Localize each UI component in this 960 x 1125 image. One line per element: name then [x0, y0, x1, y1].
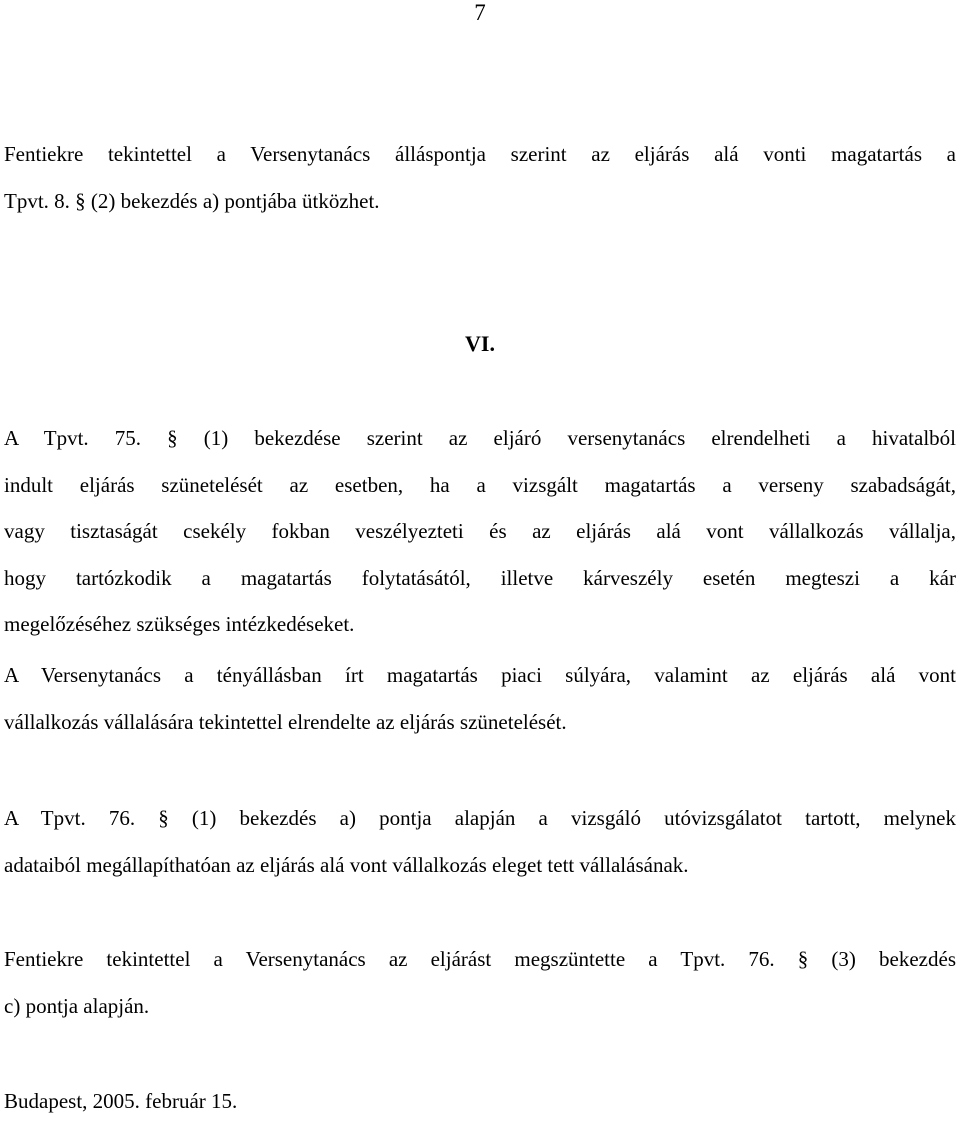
paragraph-line: Fentiekre tekintettel a Versenytanács álláspontja szerint az eljárás alá vonti magatartás a — [4, 142, 956, 166]
paragraph-termination — [4, 936, 956, 1029]
paragraph-line: hogy tartózkodik a magatartás folytatásától, illetve kárveszély esetén megteszi a kár — [4, 565, 956, 590]
paragraph-line: A Tpvt. 75. § (1) bekezdése szerint az eljáró versenytanács elrendelheti a hivatalból — [4, 426, 956, 450]
paragraph-suspension — [4, 652, 956, 745]
paragraph-line: megelőzéséhez szükséges intézkedéseket. — [4, 612, 355, 636]
paragraph-line: Fentiekre tekintettel a Versenytanács az eljárást megszüntette a Tpvt. 76. § (3) bekezdés — [4, 947, 956, 971]
paragraph-conclusion-1 — [4, 131, 956, 224]
section-heading: VI. — [465, 331, 495, 356]
paragraph-line: adataiból megállapíthatóan az eljárás alá vont vállalkozás eleget tett vállalásának. — [4, 852, 689, 877]
paragraph-line: indult eljárás szünetelését az esetben, ha a vizsgált magatartás a verseny szabadságát, — [4, 472, 956, 497]
paragraph-line: A Versenytanács a tényállásban írt magatartás piaci súlyára, valamint az eljárás alá vont — [4, 663, 956, 687]
closing-date: Budapest, 2005. február 15. — [4, 1089, 238, 1113]
paragraph-follow-up — [4, 795, 956, 888]
paragraph-line: A Tpvt. 76. § (1) bekezdés a) pontja alapján a vizsgáló utóvizsgálatot tartott, melynek — [4, 806, 956, 830]
paragraph-line: Tpvt. 8. § (2) bekezdés a) pontjába ütközhet. — [4, 188, 380, 213]
paragraph-line: vállalkozás vállalására tekintettel elrendelte az eljárás szünetelését. — [4, 709, 567, 734]
page-number: 7 — [474, 0, 486, 25]
paragraph-line: vagy tisztaságát csekély fokban veszélyezteti és az eljárás alá vont vállalkozás vállalja, — [4, 519, 956, 543]
paragraph-legal-basis — [4, 415, 956, 648]
paragraph-line: c) pontja alapján. — [4, 993, 150, 1018]
